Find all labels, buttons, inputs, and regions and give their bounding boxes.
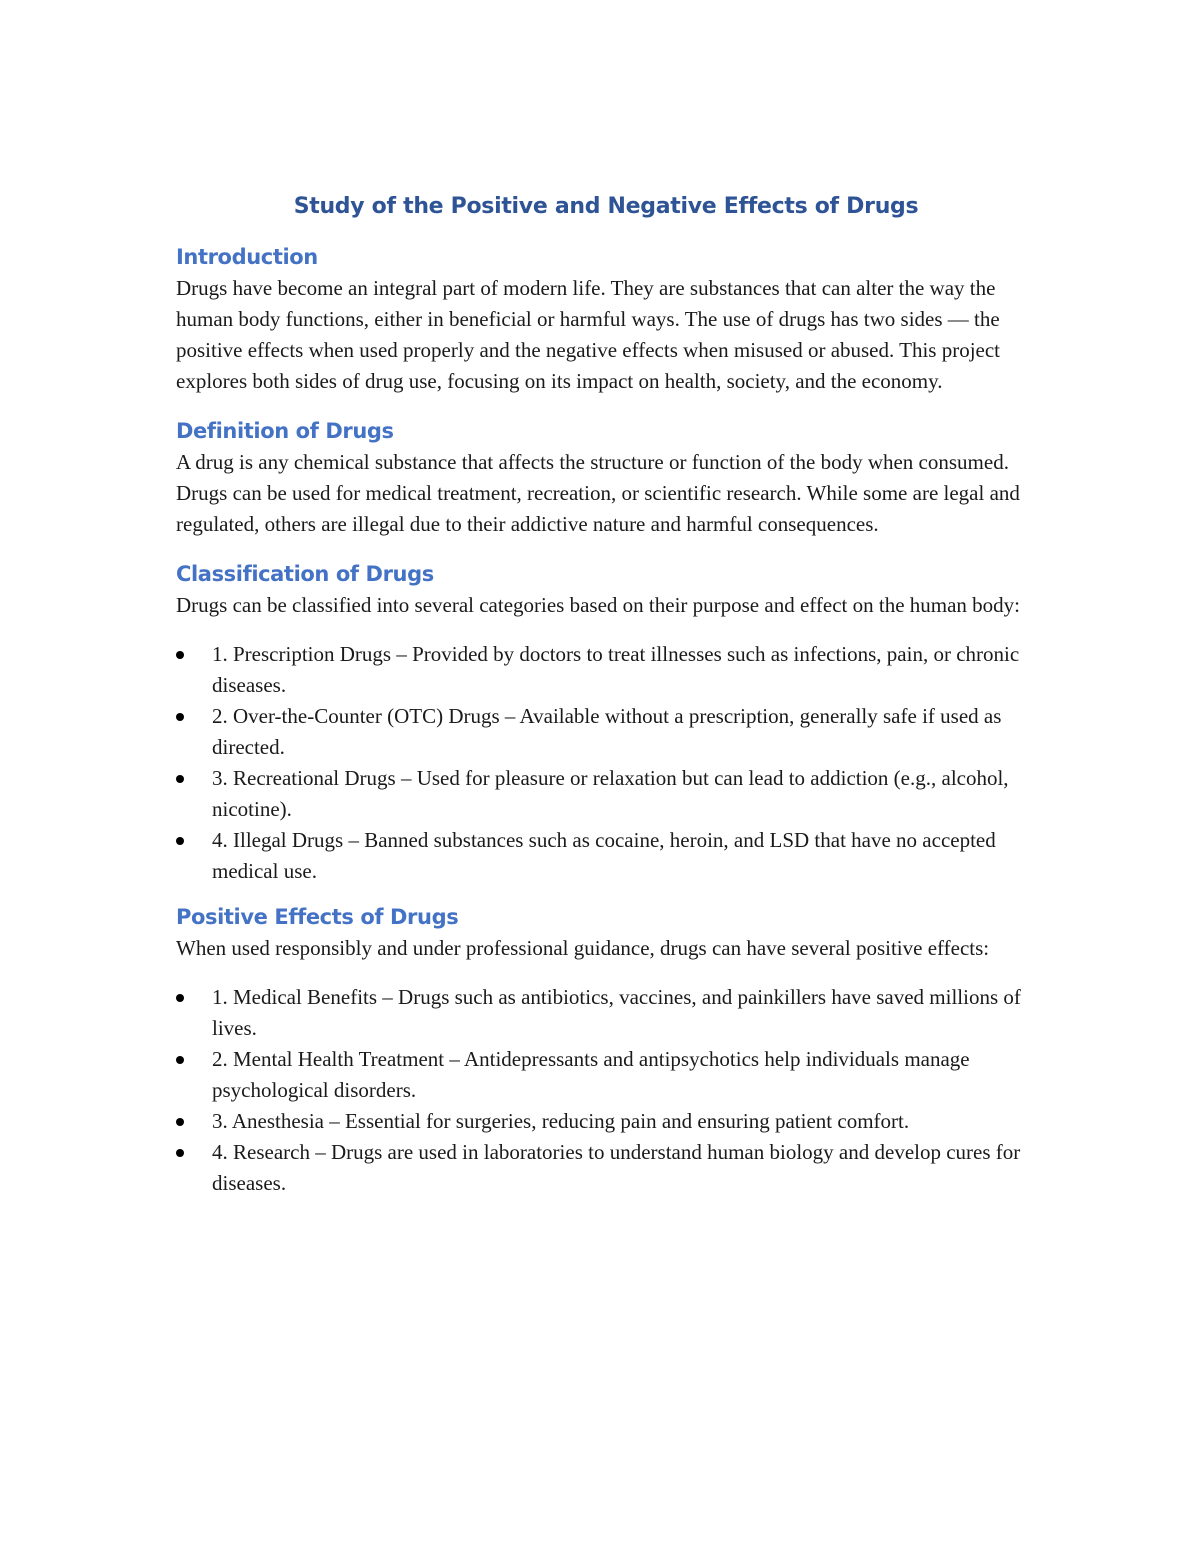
classification-list	[176, 639, 1036, 887]
bullet-icon	[176, 651, 184, 659]
list-item-text: 3. Anesthesia – Essential for surgeries, reducing pain and ensuring patient comfort.	[212, 1109, 910, 1133]
bullet-icon	[176, 775, 184, 783]
definition-paragraph: A drug is any chemical substance that affects the structure or function of the body when consumed. Drugs can be used for medical treatment, recreation, or scientific research. While some are legal and regulated, others are illegal due to their addictive nature and harmful consequences.	[176, 450, 1020, 536]
document-body	[176, 186, 1036, 1213]
list-item	[176, 763, 1036, 825]
list-item-text: 4. Illegal Drugs – Banned substances such as cocaine, heroin, and LSD that have no accepted medical use.	[212, 828, 996, 883]
list-item	[176, 982, 1036, 1044]
list-item-text: 3. Recreational Drugs – Used for pleasure or relaxation but can lead to addiction (e.g., alcohol, nicotine).	[212, 766, 1009, 821]
section-heading-definition: Definition of Drugs	[176, 419, 394, 443]
list-item	[176, 639, 1036, 701]
document-title: Study of the Positive and Negative Effects of Drugs	[293, 194, 919, 219]
list-item	[176, 701, 1036, 763]
bullet-icon	[176, 1056, 184, 1064]
list-item	[176, 1137, 1036, 1199]
list-item-text: 2. Over-the-Counter (OTC) Drugs – Available without a prescription, generally safe if used as directed.	[212, 704, 1002, 759]
list-item-text: 1. Prescription Drugs – Provided by doctors to treat illnesses such as infections, pain, or chronic diseases.	[212, 642, 1020, 697]
bullet-icon	[176, 1149, 184, 1157]
list-item-text: 2. Mental Health Treatment – Antidepressants and antipsychotics help individuals manage psychological disorders.	[212, 1047, 970, 1102]
section-heading-positive-effects: Positive Effects of Drugs	[176, 905, 459, 929]
list-item-text: 4. Research – Drugs are used in laboratories to understand human biology and develop cures for diseases.	[212, 1140, 1021, 1195]
introduction-paragraph: Drugs have become an integral part of modern life. They are substances that can alter the way the human body functions, either in beneficial or harmful ways. The use of drugs has two sides — the positive effects when used properly and the negative effects when misused or abused. This project explores both sides of drug use, focusing on its impact on health, society, and the economy.	[176, 276, 1001, 393]
bullet-icon	[176, 713, 184, 721]
list-item-text: 1. Medical Benefits – Drugs such as antibiotics, vaccines, and painkillers have saved millions of lives.	[212, 985, 1021, 1040]
positive-effects-list	[176, 982, 1036, 1199]
list-item	[176, 825, 1036, 887]
section-heading-classification: Classification of Drugs	[176, 562, 434, 586]
classification-paragraph: Drugs can be classified into several categories based on their purpose and effect on the human body:	[176, 593, 1020, 617]
bullet-icon	[176, 837, 184, 845]
bullet-icon	[176, 994, 184, 1002]
section-heading-introduction: Introduction	[176, 245, 318, 269]
positive-effects-paragraph: When used responsibly and under professional guidance, drugs can have several positive effects:	[176, 936, 990, 960]
list-item	[176, 1106, 1036, 1137]
bullet-icon	[176, 1118, 184, 1126]
list-item	[176, 1044, 1036, 1106]
